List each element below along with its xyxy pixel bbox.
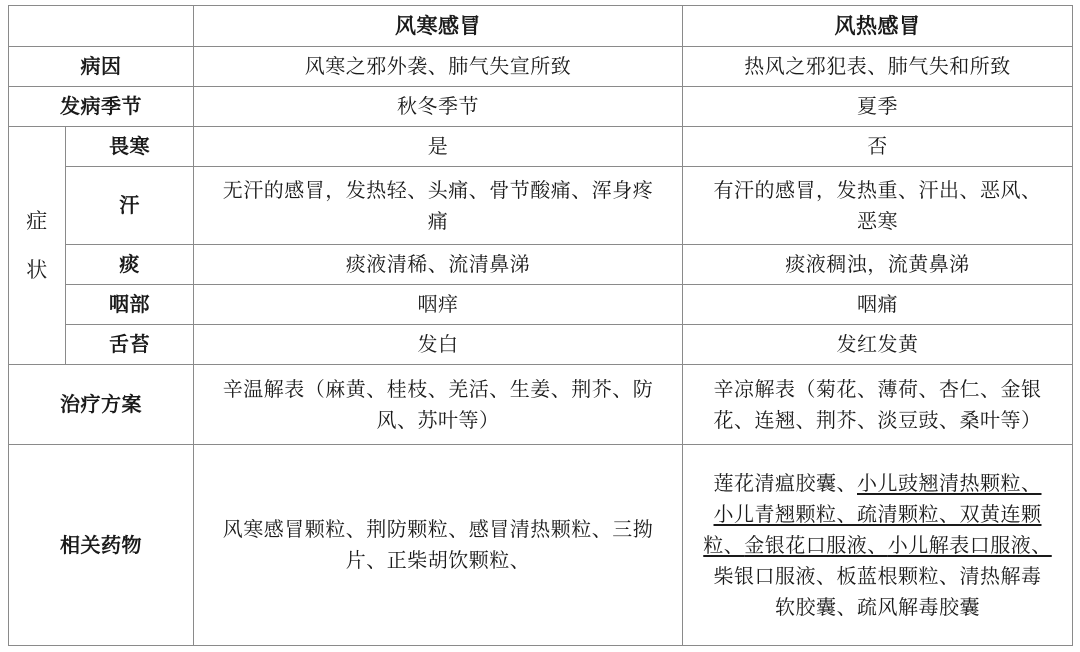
symptoms-label-char-2: 状 (26, 257, 48, 282)
row-label-throat: 咽部 (66, 285, 194, 325)
sweat-wind-cold-line-1: 无汗的感冒，发热轻、头痛、骨节酸痛、浑身疼 (222, 177, 654, 202)
drugs-wind-cold-line-2: 片、正柴胡饮颗粒、 (345, 548, 531, 572)
treatment-wind-cold-line-1: 辛温解表（麻黄、桂枝、羌活、生姜、荆芥、防 (222, 376, 654, 401)
header-wind-cold: 风寒感冒 (194, 6, 683, 47)
drug-link-shuanghuanglian-part2[interactable]: 粒、 (703, 532, 745, 557)
comparison-table (8, 5, 1073, 646)
cell-throat-wind-cold: 咽痒 (194, 285, 683, 325)
cell-treatment-wind-heat (683, 365, 1073, 445)
cell-season-wind-cold: 秋冬季节 (194, 87, 683, 127)
row-label-drugs: 相关药物 (9, 445, 194, 646)
treatment-wind-heat-line-2: 花、连翘、荆芥、淡豆豉、桑叶等） (713, 407, 1042, 432)
drugs-wind-heat-line-4: 柴银口服液、板蓝根颗粒、清热解毒 (713, 563, 1042, 588)
drugs-wind-heat-line-2 (693, 499, 1062, 530)
cell-cause-wind-heat: 热风之邪犯表、肺气失和所致 (683, 47, 1073, 87)
sweat-wind-heat-line-2: 恶寒 (857, 208, 898, 233)
cell-drugs-wind-cold (194, 445, 683, 646)
cell-drugs-wind-heat (683, 445, 1073, 646)
row-phlegm (9, 245, 1073, 285)
drug-link-xiaoer-jiebiao[interactable]: 小儿解表口服液、 (887, 532, 1052, 557)
cell-chills-wind-cold: 是 (194, 127, 683, 167)
treatment-wind-heat-line-1: 辛凉解表（菊花、薄荷、杏仁、金银 (713, 376, 1042, 401)
symptoms-group-label (9, 127, 66, 365)
sweat-wind-heat-line-1: 有汗的感冒，发热重、汗出、恶风、 (713, 177, 1042, 202)
row-cause (9, 47, 1073, 87)
drug-link-xiaoer-chiqiao[interactable]: 小儿豉翘清热颗粒、 (857, 470, 1042, 495)
drug-link-shuqing[interactable]: 疏清颗粒、 (857, 501, 960, 526)
row-treatment (9, 365, 1073, 445)
cell-phlegm-wind-heat: 痰液稠浊，流黄鼻涕 (683, 245, 1073, 285)
drugs-wind-heat-line-1 (693, 468, 1062, 499)
cell-tongue-wind-cold: 发白 (194, 325, 683, 365)
sweat-wind-cold-line-2: 痛 (427, 208, 449, 233)
row-drugs (9, 445, 1073, 646)
row-chills (9, 127, 1073, 167)
drug-link-shuanghuanglian-part1[interactable]: 双黄连颗 (959, 501, 1042, 526)
drug-link-jinyinhua[interactable]: 金银花口服液、 (744, 532, 888, 557)
cell-chills-wind-heat: 否 (683, 127, 1073, 167)
row-throat (9, 285, 1073, 325)
header-wind-heat: 风热感冒 (683, 6, 1073, 47)
symptoms-label-char-1: 症 (26, 209, 48, 234)
cell-season-wind-heat: 夏季 (683, 87, 1073, 127)
drugs-wind-heat-line-5: 软胶囊、疏风解毒胶囊 (775, 594, 980, 619)
treatment-wind-cold-line-2: 风、苏叶等） (376, 407, 500, 432)
row-label-phlegm: 痰 (66, 245, 194, 285)
row-season (9, 87, 1073, 127)
cell-phlegm-wind-cold: 痰液清稀、流清鼻涕 (194, 245, 683, 285)
row-tongue (9, 325, 1073, 365)
row-label-treatment: 治疗方案 (9, 365, 194, 445)
row-label-season: 发病季节 (9, 87, 194, 127)
drugs-wind-heat-line-3 (693, 530, 1062, 561)
header-row (9, 6, 1073, 47)
cell-tongue-wind-heat: 发红发黄 (683, 325, 1073, 365)
drug-link-xiaoer-qingqiao[interactable]: 小儿青翘颗粒、 (713, 501, 857, 526)
drug-lianhua-qingwen: 莲花清瘟胶囊、 (713, 470, 857, 495)
cell-sweat-wind-cold (194, 167, 683, 245)
cell-sweat-wind-heat (683, 167, 1073, 245)
row-label-tongue: 舌苔 (66, 325, 194, 365)
row-label-cause: 病因 (9, 47, 194, 87)
cell-throat-wind-heat: 咽痛 (683, 285, 1073, 325)
row-label-chills: 畏寒 (66, 127, 194, 167)
cell-treatment-wind-cold (194, 365, 683, 445)
cell-cause-wind-cold: 风寒之邪外袭、肺气失宣所致 (194, 47, 683, 87)
drugs-wind-cold-line-1: 风寒感冒颗粒、荆防颗粒、感冒清热颗粒、三拗 (222, 517, 654, 541)
row-sweat (9, 167, 1073, 245)
header-corner-cell (9, 6, 194, 47)
row-label-sweat: 汗 (66, 167, 194, 245)
